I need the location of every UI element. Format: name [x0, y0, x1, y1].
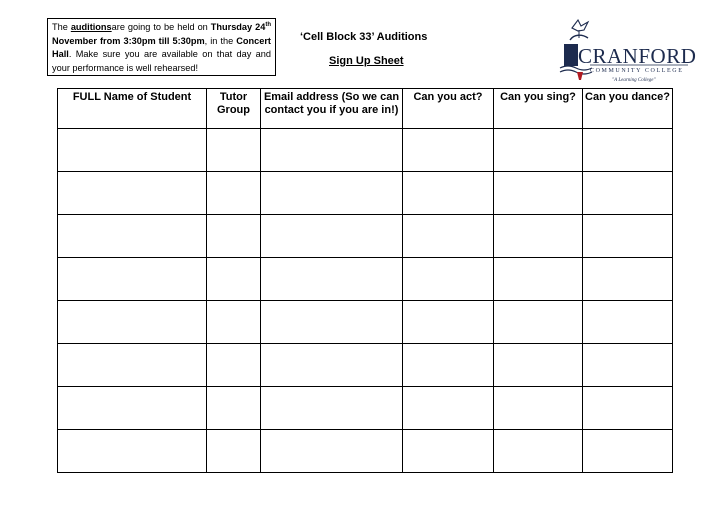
cell-sing[interactable]: [494, 129, 583, 172]
table-row: [58, 344, 673, 387]
cell-name[interactable]: [58, 258, 207, 301]
cell-tutor-group[interactable]: [207, 387, 261, 430]
cell-email[interactable]: [261, 344, 403, 387]
logo-tagline: "A Learning College": [612, 78, 656, 83]
cell-email[interactable]: [261, 301, 403, 344]
cell-dance[interactable]: [583, 258, 673, 301]
cell-act[interactable]: [403, 387, 494, 430]
notice-date: Thursday 24: [210, 22, 266, 32]
notice-venue: Concert Hall: [52, 35, 271, 60]
cell-tutor-group[interactable]: [207, 344, 261, 387]
cell-dance[interactable]: [583, 387, 673, 430]
cell-name[interactable]: [58, 172, 207, 215]
notice-date-suffix: th: [265, 21, 272, 28]
column-header-name: FULL Name of Student: [58, 89, 207, 129]
cell-sing[interactable]: [494, 301, 583, 344]
table-row: [58, 258, 673, 301]
table-row: [58, 215, 673, 258]
cell-name[interactable]: [58, 344, 207, 387]
cell-tutor-group[interactable]: [207, 129, 261, 172]
cell-tutor-group[interactable]: [207, 215, 261, 258]
cell-name[interactable]: [58, 215, 207, 258]
column-header-sing: Can you sing?: [494, 89, 583, 129]
page-title: ‘Cell Block 33’ Auditions: [300, 31, 428, 43]
signup-table: [57, 88, 673, 473]
cell-email[interactable]: [261, 129, 403, 172]
cell-sing[interactable]: [494, 172, 583, 215]
column-header-act: Can you act?: [403, 89, 494, 129]
cell-name[interactable]: [58, 430, 207, 473]
notice-text: are going to be held on: [111, 22, 211, 32]
notice-text: The: [52, 22, 71, 32]
column-header-tutor-group: Tutor Group: [207, 89, 261, 129]
cell-sing[interactable]: [494, 258, 583, 301]
cell-sing[interactable]: [494, 215, 583, 258]
column-header-dance: Can you dance?: [583, 89, 673, 129]
cell-tutor-group[interactable]: [207, 258, 261, 301]
cell-act[interactable]: [403, 430, 494, 473]
cell-act[interactable]: [403, 215, 494, 258]
cell-sing[interactable]: [494, 430, 583, 473]
table-row: [58, 430, 673, 473]
cell-dance[interactable]: [583, 172, 673, 215]
logo-subname: COMMUNITY COLLEGE: [590, 68, 684, 74]
cell-sing[interactable]: [494, 387, 583, 430]
college-logo: [548, 14, 698, 94]
cell-dance[interactable]: [583, 301, 673, 344]
logo-name: CRANFORD: [578, 44, 697, 68]
cell-act[interactable]: [403, 258, 494, 301]
cell-name[interactable]: [58, 301, 207, 344]
notice-text: , in the: [204, 35, 237, 46]
cell-email[interactable]: [261, 172, 403, 215]
cell-dance[interactable]: [583, 215, 673, 258]
notice-text: . Make sure you are available on that day and your performance is well rehearsed!: [52, 49, 271, 73]
cell-tutor-group[interactable]: [207, 430, 261, 473]
cell-email[interactable]: [261, 258, 403, 301]
cell-sing[interactable]: [494, 344, 583, 387]
cell-dance[interactable]: [583, 129, 673, 172]
cell-act[interactable]: [403, 301, 494, 344]
cell-act[interactable]: [403, 129, 494, 172]
table-row: [58, 301, 673, 344]
cell-act[interactable]: [403, 172, 494, 215]
notice-time: November from 3:30pm till 5:30pm: [52, 35, 205, 46]
table-header-row: [58, 89, 673, 129]
page-subtitle: Sign Up Sheet: [329, 55, 404, 67]
signup-rows: [58, 129, 673, 473]
cell-email[interactable]: [261, 215, 403, 258]
cell-act[interactable]: [403, 344, 494, 387]
notice-auditions: auditions: [70, 22, 112, 32]
cell-email[interactable]: [261, 430, 403, 473]
cell-tutor-group[interactable]: [207, 172, 261, 215]
column-header-email: Email address (So we can contact you if you are in!): [261, 89, 403, 129]
cell-tutor-group[interactable]: [207, 301, 261, 344]
cell-dance[interactable]: [583, 344, 673, 387]
table-row: [58, 172, 673, 215]
table-row: [58, 129, 673, 172]
cell-name[interactable]: [58, 387, 207, 430]
audition-notice: [47, 18, 276, 76]
cell-dance[interactable]: [583, 430, 673, 473]
table-row: [58, 387, 673, 430]
cell-name[interactable]: [58, 129, 207, 172]
cell-email[interactable]: [261, 387, 403, 430]
